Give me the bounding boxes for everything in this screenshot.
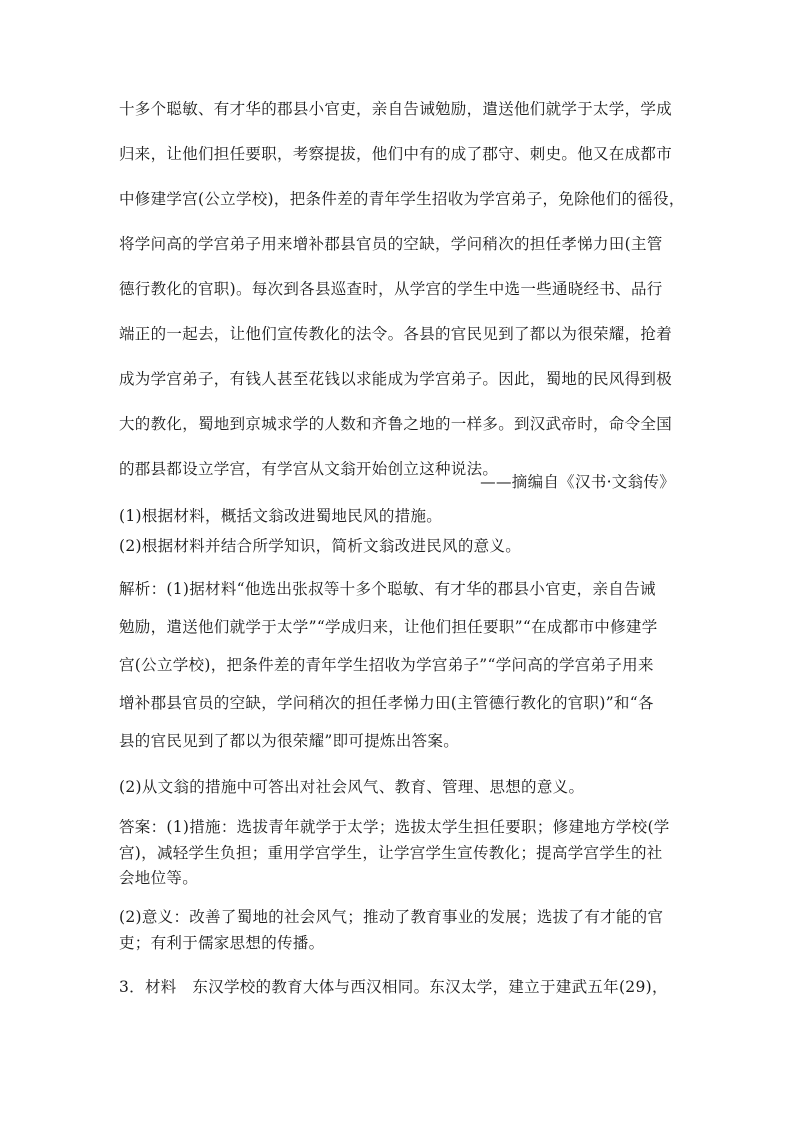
answer-line: (2)意义：改善了蜀地的社会风气；推动了教育事业的发展；选拔了有才能的官 bbox=[119, 908, 664, 926]
analysis-line: 宫(公立学校)，把条件差的青年学生招收为学宫弟子”“学问高的学宫弟子用来 bbox=[119, 656, 654, 674]
question-3-intro: 3．材料 东汉学校的教育大体与西汉相同。东汉太学，建立于建武五年(29)， bbox=[119, 978, 668, 996]
material-line: 德行教化的官职)。每次到各县巡查时，从学宫的学生中选一些通晓经书、品行 bbox=[119, 280, 663, 298]
answer-line: 宫)，减轻学生负担；重用学宫学生，让学宫学生宣传教化；提高学宫学生的社 bbox=[119, 843, 663, 862]
analysis-line: 勉励，遣送他们就学于太学”“学成归来，让他们担任要职”“在成都市中修建学 bbox=[119, 618, 658, 636]
answer-part-2 bbox=[119, 905, 675, 956]
question-1: (1)根据材料，概括文翁改进蜀地民风的措施。 bbox=[119, 507, 443, 525]
analysis-line: 增补郡县官员的空缺，学问稍次的担任孝悌力田(主管德行教化的官职)”和“各 bbox=[119, 694, 654, 712]
material-line: 归来，让他们担任要职，考察提拔，他们中有的成了郡守、刺史。他又在成都市 bbox=[119, 145, 673, 163]
material-line: 的郡县都设立学宫，有学宫从文翁开始创立这种说法。 bbox=[119, 460, 499, 478]
analysis-part-2: (2)从文翁的措施中可答出对社会风气、教育、管理、思想的意义。 bbox=[119, 778, 585, 796]
question-2: (2)根据材料并结合所学知识，简析文翁改进民风的意义。 bbox=[119, 537, 522, 555]
analysis-line: 县的官民见到了都以为很荣耀”即可提炼出答案。 bbox=[119, 732, 460, 750]
material-text bbox=[119, 87, 685, 492]
source-citation: ——摘编自《汉书·文翁传》 bbox=[480, 473, 675, 491]
material-line: 中修建学宫(公立学校)，把条件差的青年学生招收为学宫弟子，免除他们的徭役， bbox=[119, 190, 685, 208]
analysis-line: 解析：(1)据材料“他选出张叔等十多个聪敏、有才华的郡县小官吏，亲自告诫 bbox=[119, 580, 656, 598]
material-line: 端正的一起去，让他们宣传教化的法令。各县的官民见到了都以为很荣耀，抢着 bbox=[119, 325, 673, 343]
material-line: 十多个聪敏、有才华的郡县小官吏，亲自告诫勉励，遣送他们就学于太学，学成 bbox=[119, 100, 673, 118]
material-line: 将学问高的学宫弟子用来增补郡县官员的空缺，学问稍次的担任孝悌力田(主管 bbox=[119, 235, 663, 253]
answer-line: 会地位等。 bbox=[119, 869, 199, 887]
material-line: 成为学宫弟子，有钱人甚至花钱以求能成为学宫弟子。因此，蜀地的民风得到极 bbox=[119, 370, 673, 388]
material-line: 大的教化，蜀地到京城求学的人数和齐鲁之地的一样多。到汉武帝时，命令全国 bbox=[119, 415, 673, 433]
analysis-text bbox=[119, 570, 675, 760]
answer-line: 吏；有利于儒家思想的传播。 bbox=[119, 933, 325, 952]
answer-part-1 bbox=[119, 815, 675, 892]
answer-line: 答案：(1)措施：选拔青年就学于太学；选拔太学生担任要职；修建地方学校(学 bbox=[119, 818, 670, 836]
